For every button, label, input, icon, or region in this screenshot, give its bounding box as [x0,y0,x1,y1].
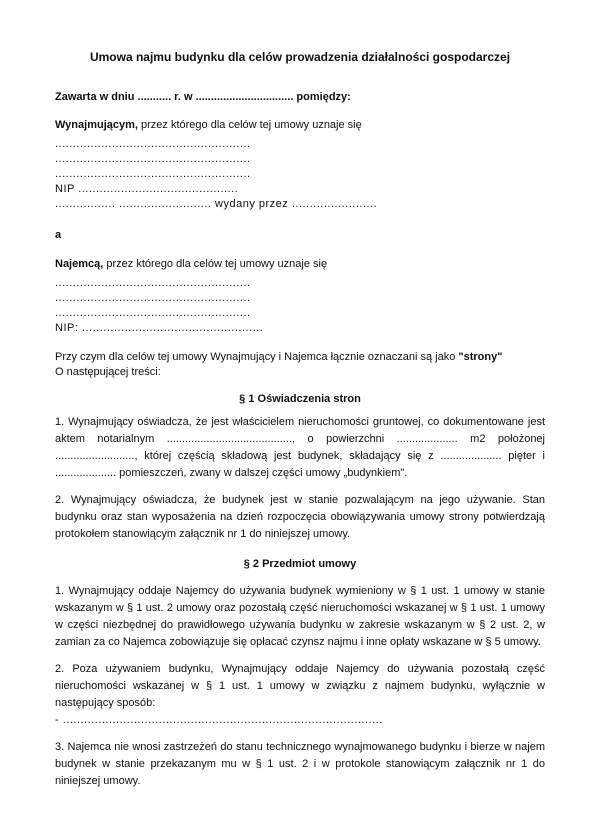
section-1-paragraph-2: 2. Wynajmujący oświadcza, że budynek jest w stanie pozwalającym na jego używanie. Stan budynku oraz stan wyposażenia na dzień rozpoczęcia obowiązywania umowy strony potwierdzają protokołem stanowiącym załącznik nr 1 do niniejszej umowy. [55,494,545,540]
section-2-heading: § 2 Przedmiot umowy [243,558,357,570]
usage-fill-line: - .......................................................................................... [55,714,383,726]
section-1-heading: § 1 Oświadczenia stron [239,393,361,405]
landlord-section [55,118,545,212]
landlord-intro-line [55,118,545,133]
landlord-fill-line: ....................................................... [55,138,251,150]
landlord-intro-text: przez którego dla celów tej umowy uznaje się [137,119,362,131]
content-intro: O następującej treści: [55,366,161,378]
section-2-paragraph-2: 2. Poza używaniem budynku, Wynajmujący oddaje Najemcy do używania pozostałą część nieruchomości wskazanej w § 1 ust. 1 umowy w związku z najmem budynku, wyłącznie w następujący sposób: [55,663,545,709]
parties-designation-text: Przy czym dla celów tej umowy Wynajmujący i Najemca łącznie oznaczani są jako [55,351,459,363]
landlord-id-line: ................. .......................... wydany przez ........................ [55,198,378,210]
tenant-intro-text: przez którego dla celów tej umowy uznaje się [103,258,328,270]
tenant-intro-line [55,257,545,272]
section-1-paragraph-1: 1. Wynajmujący oświadcza, że jest właścicielem nieruchomości gruntowej, co dokumentowane jest aktem notarialnym ........................................., o powierzchni .................... m2 położonej .........................., której częścią składową jest budynek, składający się z .................... pięter i .................... pomieszczeń, zwany w dalszej części umowy „budynkiem". [55,416,545,479]
strony-term: "strony" [458,351,503,363]
tenant-fill-line: ....................................................... [55,277,251,289]
tenant-nip-line: NIP: ................................................... [55,322,264,334]
document-title: Umowa najmu budynku dla celów prowadzenia działalności gospodarczej [89,50,511,64]
tenant-label: Najemcą, [55,258,104,270]
tenant-fill-lines [55,276,545,336]
parties-designation [55,350,545,365]
landlord-nip-line: NIP ............................................. [55,183,239,195]
tenant-fill-line: ....................................................... [55,292,251,304]
section-2-paragraph-1: 1. Wynajmujący oddaje Najemcy do używania budynek wymieniony w § 1 ust. 1 umowy w stanie wskazanym w § 1 ust. 2 umowy oraz pozostałą część nieruchomości wskazanej w § 1 ust. 1 umowy w części niezbędnej do prawidłowego używania budynku w zakresie wskazanym w § 2 ust. 2, w zamian za co Najemca zobowiązuje się opłacać czynsz najmu i inne opłaty wskazane w § 5 umowy. [55,585,545,648]
contract-date-line: Zawarta w dniu ........... r. w ................................ pomiędzy: [55,91,351,103]
tenant-fill-line: ....................................................... [55,307,251,319]
tenant-section [55,257,545,336]
landlord-fill-line: ....................................................... [55,153,251,165]
section-2-paragraph-3: 3. Najemca nie wnosi zastrzeżeń do stanu technicznego wynajmowanego budynku i bierze w najem budynek w stanie przekazanym mu w § 1 ust. 2 i w protokole stanowiącym załącznik nr 1 do niniejszej umowy. [55,741,545,787]
parties-connector: a [55,229,62,241]
landlord-fill-line: ....................................................... [55,168,251,180]
landlord-label: Wynajmującym, [55,119,138,131]
landlord-fill-lines [55,137,545,212]
